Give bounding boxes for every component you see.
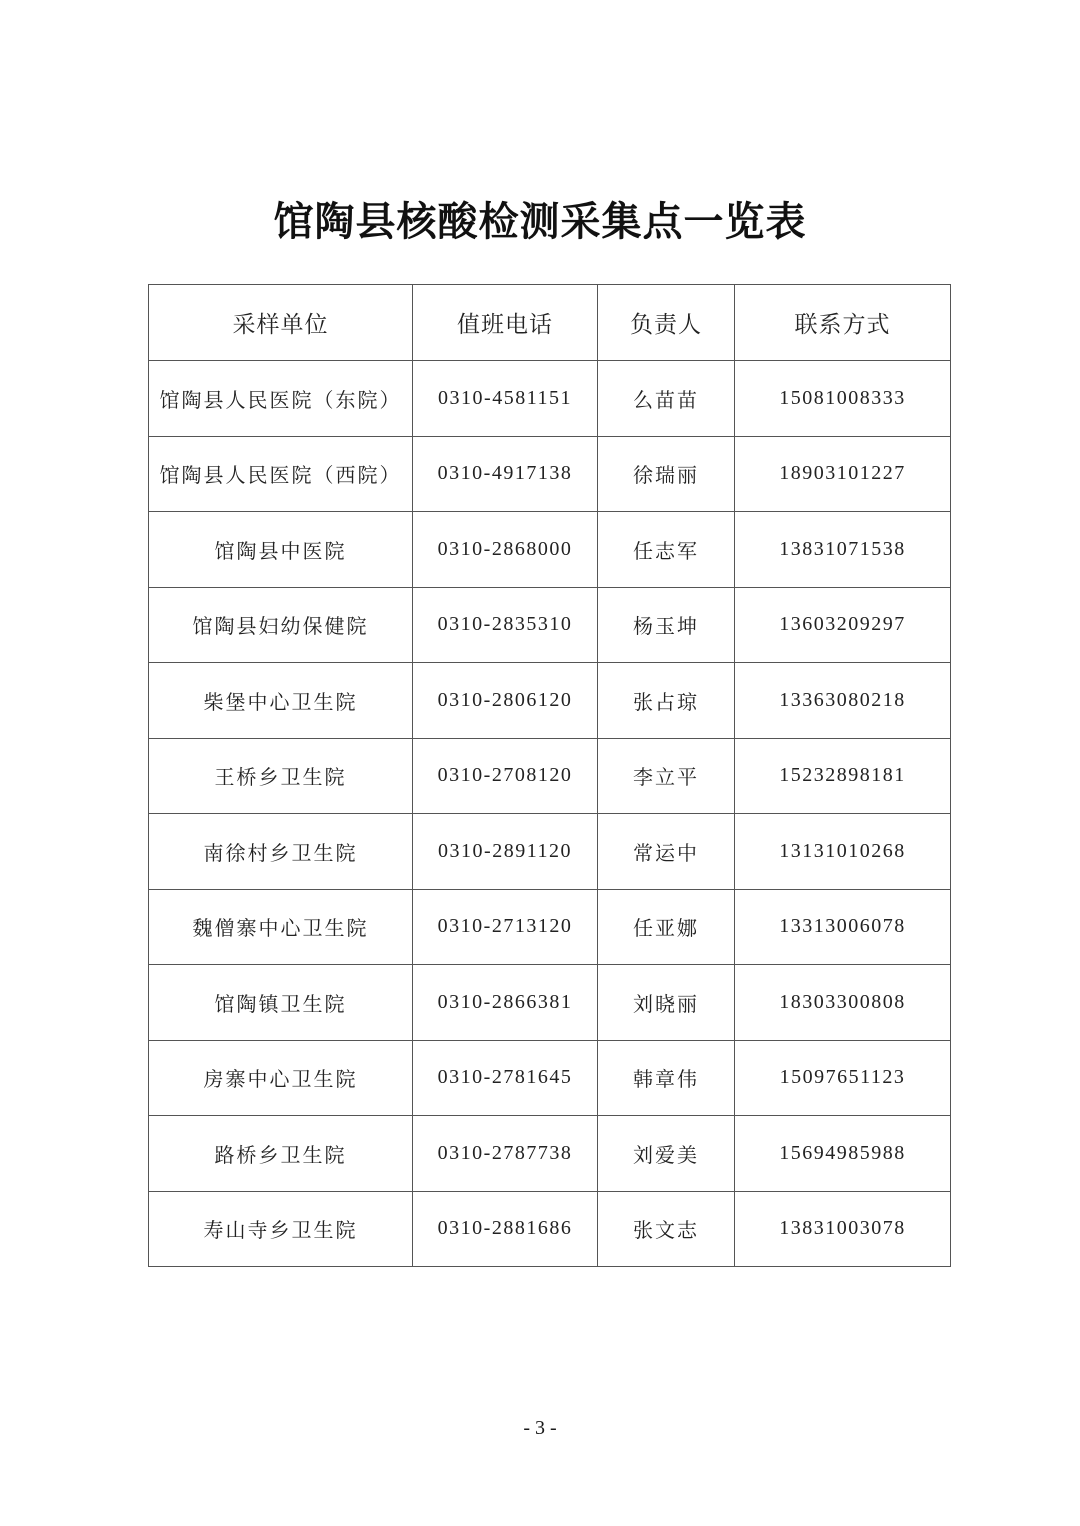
table-row	[149, 587, 951, 663]
cell-contact: 18303300808	[735, 965, 951, 1041]
cell-unit: 寿山寺乡卫生院	[149, 1191, 413, 1267]
cell-person: 常运中	[598, 814, 735, 890]
cell-contact: 13603209297	[735, 587, 951, 663]
table-row	[149, 965, 951, 1041]
table-row	[149, 889, 951, 965]
cell-duty-phone: 0310-2835310	[413, 587, 598, 663]
cell-unit: 柴堡中心卫生院	[149, 663, 413, 739]
cell-person: 任志军	[598, 512, 735, 588]
cell-unit: 馆陶县妇幼保健院	[149, 587, 413, 663]
document-title: 馆陶县核酸检测采集点一览表	[273, 198, 807, 245]
cell-contact: 13831003078	[735, 1191, 951, 1267]
header-contact: 联系方式	[735, 285, 951, 361]
cell-contact: 13363080218	[735, 663, 951, 739]
cell-person: 徐瑞丽	[598, 436, 735, 512]
table-row	[149, 738, 951, 814]
cell-contact: 15694985988	[735, 1116, 951, 1192]
cell-duty-phone: 0310-2868000	[413, 512, 598, 588]
cell-duty-phone: 0310-2713120	[413, 889, 598, 965]
cell-duty-phone: 0310-2787738	[413, 1116, 598, 1192]
cell-duty-phone: 0310-2781645	[413, 1040, 598, 1116]
cell-person: 刘爱美	[598, 1116, 735, 1192]
cell-unit: 路桥乡卫生院	[149, 1116, 413, 1192]
table-row	[149, 361, 951, 437]
table-header-row	[149, 285, 951, 361]
cell-person: 张占琼	[598, 663, 735, 739]
cell-duty-phone: 0310-2806120	[413, 663, 598, 739]
cell-contact: 15232898181	[735, 738, 951, 814]
table-row	[149, 1040, 951, 1116]
cell-duty-phone: 0310-2881686	[413, 1191, 598, 1267]
cell-duty-phone: 0310-2891120	[413, 814, 598, 890]
cell-duty-phone: 0310-2866381	[413, 965, 598, 1041]
cell-contact: 18903101227	[735, 436, 951, 512]
cell-unit: 王桥乡卫生院	[149, 738, 413, 814]
cell-duty-phone: 0310-2708120	[413, 738, 598, 814]
cell-unit: 馆陶县中医院	[149, 512, 413, 588]
cell-duty-phone: 0310-4581151	[413, 361, 598, 437]
table-row	[149, 814, 951, 890]
cell-person: 刘晓丽	[598, 965, 735, 1041]
cell-contact: 13313006078	[735, 889, 951, 965]
header-person: 负责人	[598, 285, 735, 361]
cell-duty-phone: 0310-4917138	[413, 436, 598, 512]
cell-person: 杨玉坤	[598, 587, 735, 663]
cell-unit: 南徐村乡卫生院	[149, 814, 413, 890]
cell-person: 任亚娜	[598, 889, 735, 965]
cell-contact: 15097651123	[735, 1040, 951, 1116]
cell-unit: 魏僧寨中心卫生院	[149, 889, 413, 965]
cell-contact: 15081008333	[735, 361, 951, 437]
cell-unit: 馆陶县人民医院（东院）	[149, 361, 413, 437]
collection-points-table	[148, 284, 951, 1267]
cell-person: 张文志	[598, 1191, 735, 1267]
cell-unit: 馆陶镇卫生院	[149, 965, 413, 1041]
cell-unit: 馆陶县人民医院（西院）	[149, 436, 413, 512]
cell-person: 李立平	[598, 738, 735, 814]
table-row	[149, 512, 951, 588]
cell-unit: 房寨中心卫生院	[149, 1040, 413, 1116]
page-number: - 3 -	[523, 1417, 557, 1439]
cell-person: 么苗苗	[598, 361, 735, 437]
header-unit: 采样单位	[149, 285, 413, 361]
cell-contact: 13131010268	[735, 814, 951, 890]
cell-contact: 13831071538	[735, 512, 951, 588]
cell-person: 韩章伟	[598, 1040, 735, 1116]
table-row	[149, 663, 951, 739]
table-row	[149, 1116, 951, 1192]
table-row	[149, 1191, 951, 1267]
table-row	[149, 436, 951, 512]
header-duty-phone: 值班电话	[413, 285, 598, 361]
